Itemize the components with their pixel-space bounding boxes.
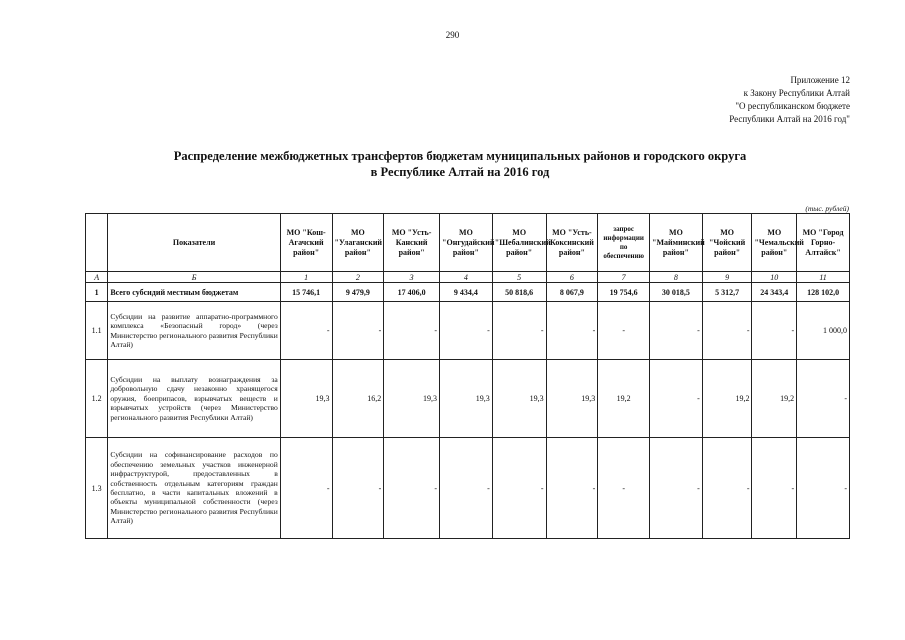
value-cell: - bbox=[332, 438, 384, 539]
value-cell: - bbox=[598, 438, 650, 539]
table-row bbox=[86, 360, 850, 438]
table-row-total bbox=[86, 283, 850, 302]
value-cell: 24 343,4 bbox=[752, 283, 797, 302]
index-cell: 3 bbox=[384, 272, 440, 283]
header-col-3: МО "Усть-Канский район" bbox=[384, 214, 440, 272]
appendix-line: "О республиканском бюджете bbox=[735, 101, 850, 111]
index-cell: 11 bbox=[797, 272, 850, 283]
index-cell: 4 bbox=[440, 272, 493, 283]
index-cell: Б bbox=[108, 272, 280, 283]
value-cell: 19,3 bbox=[280, 360, 332, 438]
value-cell: - bbox=[440, 438, 493, 539]
title-line-2: в Республике Алтай на 2016 год bbox=[370, 165, 550, 179]
value-cell: 19 754,6 bbox=[598, 283, 650, 302]
value-cell: - bbox=[384, 438, 440, 539]
row-number: 1.2 bbox=[86, 360, 108, 438]
value-cell: 19,2 bbox=[598, 360, 650, 438]
table-header-row bbox=[86, 214, 850, 272]
value-cell: - bbox=[752, 438, 797, 539]
index-cell: А bbox=[86, 272, 108, 283]
row-label: Всего субсидий местным бюджетам bbox=[108, 283, 280, 302]
value-cell: 50 818,6 bbox=[492, 283, 546, 302]
table-row bbox=[86, 438, 850, 539]
header-col-6: МО "Усть-Коксинский район" bbox=[546, 214, 598, 272]
header-col-5: МО "Шебалинский район" bbox=[492, 214, 546, 272]
header-col-8: МО "Майминский район" bbox=[650, 214, 703, 272]
value-cell: 19,3 bbox=[384, 360, 440, 438]
value-cell: - bbox=[332, 302, 384, 360]
header-indicator: Показатели bbox=[108, 214, 280, 272]
value-cell: 19,3 bbox=[546, 360, 598, 438]
value-cell: 1 000,0 bbox=[797, 302, 850, 360]
value-cell: - bbox=[280, 302, 332, 360]
value-cell: - bbox=[650, 302, 703, 360]
value-cell: - bbox=[492, 438, 546, 539]
index-cell: 1 bbox=[280, 272, 332, 283]
value-cell: - bbox=[752, 302, 797, 360]
value-cell: - bbox=[384, 302, 440, 360]
header-col-10: МО "Чемальский район" bbox=[752, 214, 797, 272]
title-line-1: Распределение межбюджетных трансфертов бюджетам муниципальных районов и городского округа bbox=[173, 149, 747, 163]
value-cell: 19,2 bbox=[702, 360, 752, 438]
value-cell: 19,2 bbox=[752, 360, 797, 438]
page-number: 290 bbox=[445, 30, 460, 40]
value-cell: 19,3 bbox=[440, 360, 493, 438]
header-col-7: запрос информации по обеспечению bbox=[598, 214, 650, 272]
row-number: 1 bbox=[86, 283, 108, 302]
index-cell: 5 bbox=[492, 272, 546, 283]
row-label: Субсидии на софинансирование расходов по обеспечению земельных участков инженерной инфраструктурой, предоставленных в собственность отдельным категориям граждан бесплатно, в части капитальных вложений в объекты муниципальной собственности (через Министерство регионального развития Республики Алтай) bbox=[108, 438, 280, 539]
units-note: (тыс. рублей) bbox=[805, 204, 849, 213]
transfers-table bbox=[85, 213, 850, 539]
header-cell-empty bbox=[86, 214, 108, 272]
value-cell: - bbox=[280, 438, 332, 539]
value-cell: 19,3 bbox=[492, 360, 546, 438]
row-label: Субсидии на развитие аппаратно-программного комплекса «Безопасный город» (через Министерство регионального развития Республики Алтай) bbox=[108, 302, 280, 360]
table-row bbox=[86, 302, 850, 360]
row-number: 1.1 bbox=[86, 302, 108, 360]
value-cell: 16,2 bbox=[332, 360, 384, 438]
value-cell: - bbox=[702, 302, 752, 360]
value-cell: - bbox=[650, 360, 703, 438]
index-cell: 8 bbox=[650, 272, 703, 283]
value-cell: 30 018,5 bbox=[650, 283, 703, 302]
header-col-9: МО "Чойский район" bbox=[702, 214, 752, 272]
value-cell: - bbox=[598, 302, 650, 360]
appendix-line: Республики Алтай на 2016 год" bbox=[729, 114, 850, 124]
appendix-block bbox=[729, 74, 850, 126]
value-cell: - bbox=[650, 438, 703, 539]
row-number: 1.3 bbox=[86, 438, 108, 539]
appendix-line: Приложение 12 bbox=[790, 75, 850, 85]
index-cell: 10 bbox=[752, 272, 797, 283]
value-cell: 5 312,7 bbox=[702, 283, 752, 302]
index-cell: 2 bbox=[332, 272, 384, 283]
header-col-1: МО "Кош-Агачский район" bbox=[280, 214, 332, 272]
value-cell: - bbox=[702, 438, 752, 539]
value-cell: 17 406,0 bbox=[384, 283, 440, 302]
value-cell: 8 067,9 bbox=[546, 283, 598, 302]
document-title bbox=[60, 148, 860, 180]
index-cell: 9 bbox=[702, 272, 752, 283]
appendix-line: к Закону Республики Алтай bbox=[743, 88, 850, 98]
header-col-11: МО "Город Горно-Алтайск" bbox=[797, 214, 850, 272]
value-cell: 15 746,1 bbox=[280, 283, 332, 302]
value-cell: - bbox=[546, 438, 598, 539]
value-cell: 9 434,4 bbox=[440, 283, 493, 302]
header-col-4: МО "Онгудайский район" bbox=[440, 214, 493, 272]
value-cell: - bbox=[546, 302, 598, 360]
value-cell: - bbox=[797, 360, 850, 438]
value-cell: - bbox=[440, 302, 493, 360]
value-cell: 128 102,0 bbox=[797, 283, 850, 302]
row-label: Субсидии на выплату вознаграждения за добровольную сдачу незаконно хранящегося оружия, боеприпасов, взрывчатых веществ и взрывчатых устройств (через Министерство регионального развития Республики Алтай) bbox=[108, 360, 280, 438]
value-cell: - bbox=[797, 438, 850, 539]
value-cell: 9 479,9 bbox=[332, 283, 384, 302]
index-row bbox=[86, 272, 850, 283]
header-col-2: МО "Улаганский район" bbox=[332, 214, 384, 272]
value-cell: - bbox=[492, 302, 546, 360]
index-cell: 6 bbox=[546, 272, 598, 283]
index-cell: 7 bbox=[598, 272, 650, 283]
